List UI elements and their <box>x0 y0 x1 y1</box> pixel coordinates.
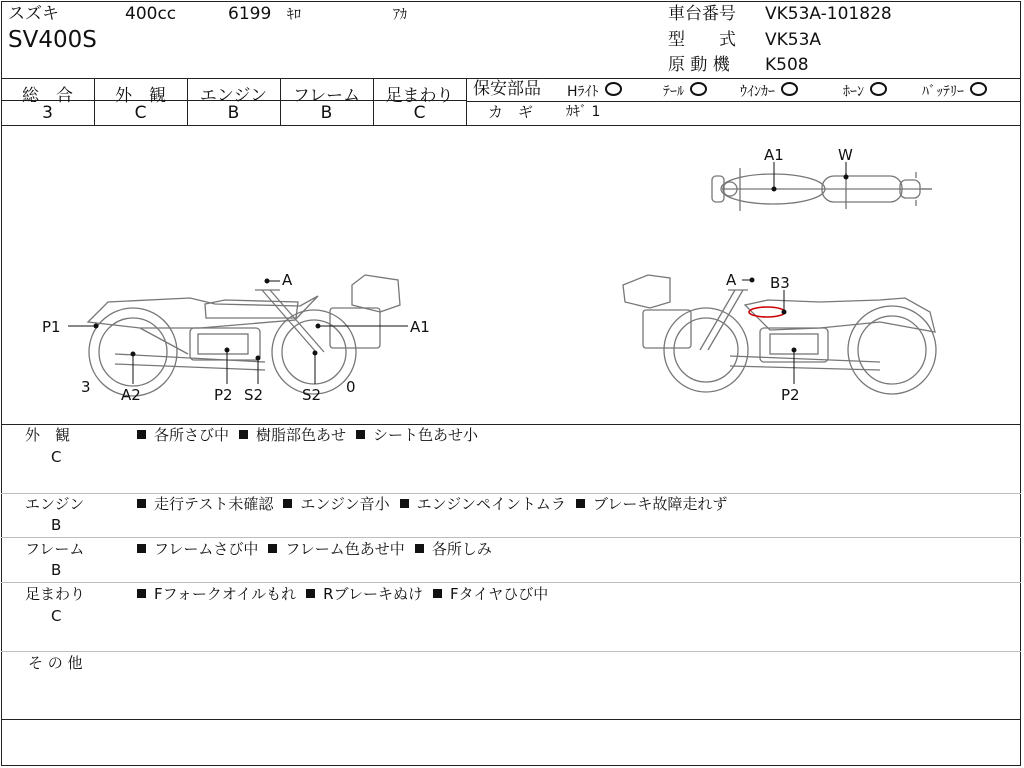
engine-grade: B <box>227 103 240 123</box>
engine-grade-label: エンジン <box>199 86 268 106</box>
key-label: カ ギ <box>488 103 534 121</box>
top-view-motorcycle <box>712 168 932 211</box>
displacement: 400cc <box>125 4 177 24</box>
label-left-a: A <box>282 271 293 289</box>
ok-circle-icon <box>970 82 987 96</box>
right-side-motorcycle <box>623 275 936 394</box>
note-items: 走行テスト未確認 エンジン音小 エンジンペイントムラ ブレーキ故障走れず <box>137 497 737 512</box>
mileage: 6199 <box>228 4 272 24</box>
type-label: 型 式 <box>668 30 736 50</box>
safety-parts-label: 保安部品 <box>473 79 541 99</box>
note-divider <box>1 582 1021 583</box>
note-items: Fフォークオイルもれ Rブレーキぬけ Fタイヤひび中 <box>137 587 558 602</box>
label-top-w: W <box>838 146 853 164</box>
exterior-grade: C <box>134 103 147 123</box>
ok-circle-icon <box>870 82 887 96</box>
note-divider <box>1 493 1021 494</box>
label-left-a1: A1 <box>410 318 430 336</box>
safety-item-headlight: Hﾗｲﾄ <box>567 82 622 99</box>
note-category: 足まわり <box>25 585 86 603</box>
safety-row-divider <box>466 101 1021 102</box>
ok-circle-icon <box>605 82 622 96</box>
label-left-p2: P2 <box>214 386 233 404</box>
note-category: エンジン <box>25 495 85 513</box>
note-grade: B <box>51 561 62 579</box>
note-category: フレーム <box>25 540 85 558</box>
ok-circle-icon <box>690 82 707 96</box>
notes-top-divider <box>1 424 1021 425</box>
label-top-a1: A1 <box>764 146 784 164</box>
label-left-zero: 0 <box>346 378 356 396</box>
grade-col-divider <box>466 78 467 125</box>
note-grade: B <box>51 516 62 534</box>
note-items: フレームさび中 フレーム色あせ中 各所しみ <box>137 542 502 557</box>
label-left-s2-rear: S2 <box>302 386 322 404</box>
label-right-a: A <box>726 271 737 289</box>
label-right-b3: B3 <box>770 274 790 292</box>
label-left-overall: 3 <box>81 378 91 396</box>
body-color: ｱｶ <box>393 7 407 23</box>
note-items: 各所さび中 樹脂部色あせ シート色あせ小 <box>137 428 488 443</box>
note-category: 外 観 <box>25 426 71 444</box>
label-left-s2: S2 <box>244 386 264 404</box>
suspension-grade: C <box>413 103 426 123</box>
damage-diagram <box>0 126 1024 424</box>
type-value: VK53A <box>765 30 822 50</box>
overall-grade-label: 総 合 <box>22 86 73 106</box>
mileage-unit: ｷﾛ <box>287 7 301 23</box>
key-value: ｶｷﾞ 1 <box>566 104 601 120</box>
safety-item-winker: ｳｲﾝｶｰ <box>740 82 798 99</box>
engine-model: K508 <box>765 55 809 75</box>
label-left-a2: A2 <box>121 386 141 404</box>
frame-number: VK53A-101828 <box>765 4 892 24</box>
other-notes-label: そ の 他 <box>28 654 83 672</box>
frame-grade-label: フレーム <box>292 86 361 106</box>
engine-model-label: 原 動 機 <box>668 55 730 75</box>
overall-grade: 3 <box>42 103 53 123</box>
other-notes-bottom <box>1 719 1021 720</box>
note-divider <box>1 651 1021 652</box>
safety-item-tail: ﾃｰﾙ <box>663 82 707 99</box>
model-name: SV400S <box>8 27 97 53</box>
note-grade: C <box>51 448 62 466</box>
label-left-p1: P1 <box>42 318 61 336</box>
suspension-grade-label: 足まわり <box>385 86 454 106</box>
note-grade: C <box>51 607 62 625</box>
damage-mark-icon <box>749 307 785 317</box>
maker-name: スズキ <box>8 4 59 24</box>
label-right-p2: P2 <box>781 386 800 404</box>
frame-grade: B <box>320 103 333 123</box>
exterior-grade-label: 外 観 <box>115 86 166 106</box>
safety-item-battery: ﾊﾞｯﾃﾘｰ <box>922 82 987 99</box>
safety-item-horn: ﾎｰﾝ <box>843 82 887 99</box>
note-divider <box>1 537 1021 538</box>
frame-number-label: 車台番号 <box>668 4 736 24</box>
ok-circle-icon <box>781 82 798 96</box>
